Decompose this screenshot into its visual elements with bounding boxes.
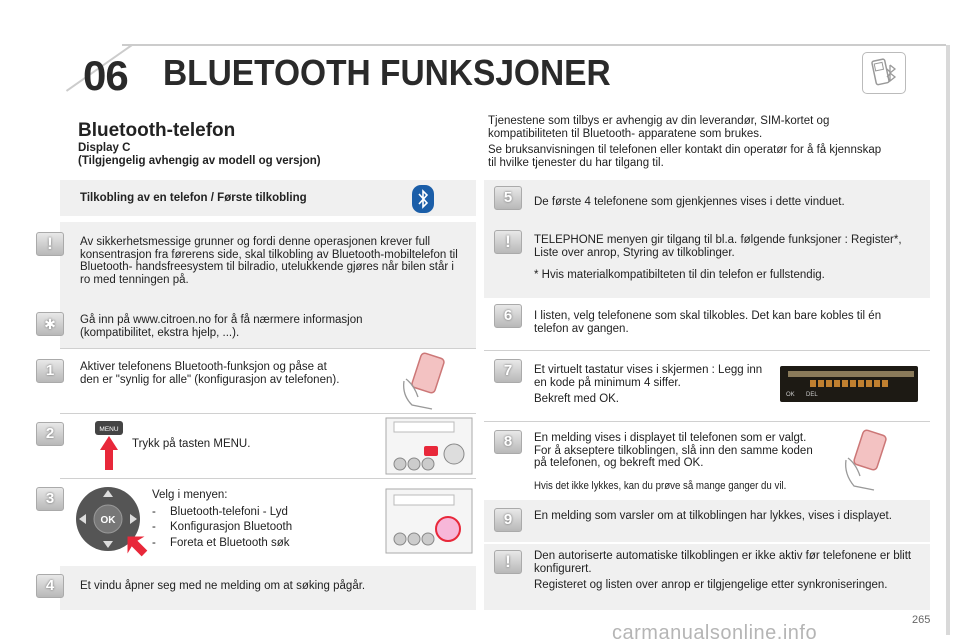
intro-paragraph: Tjenestene som tilbys er avhengig av din leverandør, SIM-kortet og kompatibiliteten til Bluetooth- apparatene som brukes.	[488, 115, 830, 140]
step-7-confirm: Bekreft med OK.	[534, 393, 620, 405]
step-badge: 4	[36, 574, 64, 598]
chapter-title: BLUETOOTH FUNKSJONER	[163, 52, 611, 93]
step-badge: 5	[494, 186, 522, 210]
step-1-panel	[45, 349, 476, 413]
radio-panel-illustration	[384, 416, 474, 476]
page-edge-strip	[946, 45, 950, 635]
code-entry-field	[788, 371, 914, 377]
step-9-panel	[484, 500, 930, 542]
step-9-text: En melding som varsler om at tilkoblingen har lykkes, vises i displayet.	[534, 510, 892, 522]
final-warning-panel	[484, 544, 930, 610]
final-text	[534, 550, 914, 596]
radio-panel-illustration	[384, 487, 474, 557]
chapter-number: 06	[83, 52, 128, 99]
screen-del-label: DEL	[806, 392, 818, 398]
step-7-text	[534, 364, 774, 410]
step-1-text: Aktiver telefonens Bluetooth-funksjon og påse at den er "synlig for alle" (konfigurasjon av telefonen).	[80, 361, 340, 386]
menu-option: - Foreta et Bluetooth søk	[152, 536, 290, 549]
navigation-pad-icon	[66, 483, 150, 563]
section-subtitle-availability: (Tilgjengelig avhengig av modell og versjon)	[78, 155, 321, 167]
step-badge: 3	[36, 487, 64, 511]
step-5-panel	[484, 180, 930, 224]
keyboard-keys	[810, 380, 890, 387]
warning-panel	[47, 222, 476, 304]
menu-key-icon	[94, 420, 124, 472]
step-4-text: Et vindu åpner seg med ne melding om at søking pågår.	[80, 580, 366, 592]
step-8-text: En melding vises i displayet til telefonen som er valgt. For å akseptere tilkoblingen, slå inn den samme koden på telefonen, og bekreft med OK.	[534, 432, 813, 469]
step-6-panel	[484, 298, 930, 350]
step-3-panel	[45, 479, 476, 565]
watermark: carmanualsonline.info	[612, 622, 818, 640]
warning-badge: !	[494, 550, 522, 574]
step-badge: 8	[494, 430, 522, 454]
menu-option: - Konfigurasjon Bluetooth	[152, 521, 293, 533]
page-header	[0, 0, 960, 100]
step-3-intro: Velg i menyen:	[152, 489, 228, 501]
header-rule	[122, 44, 946, 46]
final-paragraph: Registeret og listen over anrop er tilgjengelige etter synkroniseringen.	[534, 579, 888, 591]
step-badge: 7	[494, 359, 522, 383]
intro-text	[488, 115, 888, 173]
final-paragraph: Den autoriserte automatiske tilkoblingen er ikke aktiv før telefonene er blitt konfigurert.	[534, 550, 912, 575]
section-title: Bluetooth-telefon	[78, 120, 236, 141]
telephone-menu-text	[534, 234, 914, 286]
connection-heading-panel	[60, 180, 476, 216]
menu-options-list	[152, 506, 372, 550]
screen-ok-label: OK	[786, 392, 795, 398]
step-8-panel	[484, 422, 930, 498]
warning-badge: !	[494, 230, 522, 254]
telephone-menu-warning-panel	[484, 224, 930, 298]
telephone-menu-paragraph: TELEPHONE menyen gir tilgang til bl.a. følgende funksjoner : Register*, Liste over anrop, Styring av tilkoblinger.	[534, 234, 902, 259]
hand-phone-icon	[398, 351, 454, 411]
step-2-panel	[45, 414, 476, 478]
ok-key-label: OK	[100, 515, 116, 526]
tip-sun-icon: ✱	[36, 312, 64, 336]
menu-key-label: MENU	[99, 426, 119, 433]
tip-panel	[44, 304, 476, 348]
step-badge: 9	[494, 508, 522, 532]
connection-heading: Tilkobling av en telefon / Første tilkobling	[80, 192, 307, 204]
menu-option: - Bluetooth-telefoni - Lyd	[152, 505, 288, 518]
hand-phone-icon	[840, 428, 896, 494]
step-4-panel	[45, 566, 476, 610]
step-badge: 6	[494, 304, 522, 328]
compatibility-note: * Hvis materialkompatibilteten til din telefon er fullstendig.	[534, 269, 825, 281]
warning-text: Av sikkerhetsmessige grunner og fordi denne operasjonen krever full konsentrasjon fra førerens side, skal tilkobling av Bluetooth-mobiltelefon til Bluetooth- handsfreesystem til bilradio, utelukkende gjøres når bilen står i ro med tenningen på.	[80, 236, 458, 286]
section-title-block	[78, 120, 321, 168]
section-subtitle: Display C	[78, 142, 131, 154]
step-2-text: Trykk på tasten MENU.	[132, 438, 251, 450]
tip-text: Gå inn på www.citroen.no for å få nærmere informasjon (kompatibilitet, ekstra hjelp, ...).	[80, 314, 363, 339]
step-3-menu	[152, 489, 372, 552]
step-5-text: De første 4 telefonene som gjenkjennes vises i dette vinduet.	[534, 196, 845, 208]
step-7-instruction: Et virtuelt tastatur vises i skjermen : Legg inn en kode på minimum 4 siffer.	[534, 364, 763, 389]
step-6-text: I listen, velg telefonene som skal tilkobles. Det kan bare kobles til én telefon av gangen.	[534, 310, 882, 335]
page-number: 265	[912, 614, 931, 626]
intro-paragraph: Se bruksanvisningen til telefonen eller kontakt din operatør for å få kjennskap til hvilke tjenester du har tilgang til.	[488, 144, 882, 169]
step-8-note: Hvis det ikke lykkes, kan du prøve så mange ganger du vil.	[534, 480, 787, 492]
virtual-keyboard-screen	[780, 366, 918, 402]
step-badge: 1	[36, 359, 64, 383]
bluetooth-icon	[412, 185, 434, 213]
warning-badge: !	[36, 232, 64, 256]
step-badge: 2	[36, 422, 64, 446]
bluetooth-phone-icon	[862, 52, 906, 94]
